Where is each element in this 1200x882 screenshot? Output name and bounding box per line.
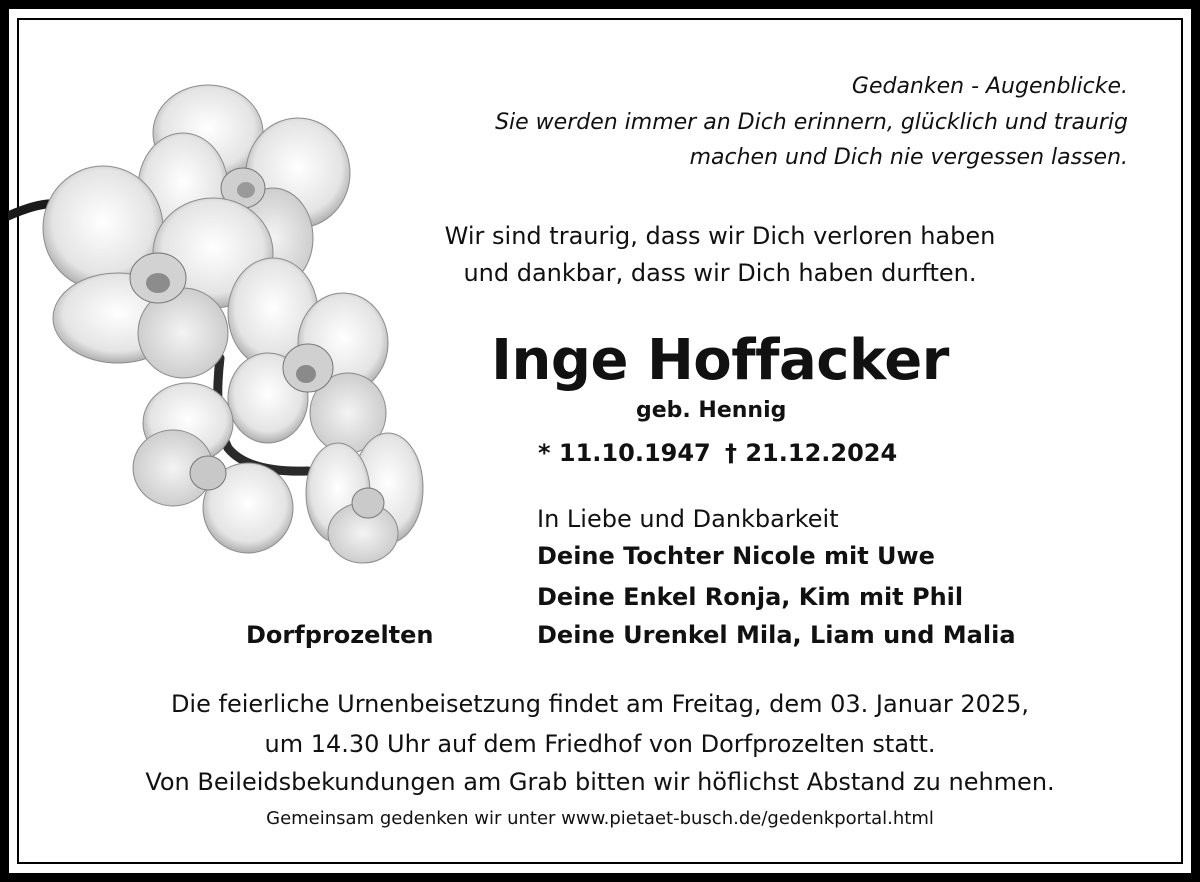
mourner-line-1: Deine Tochter Nicole mit Uwe — [537, 542, 935, 570]
mourner-line-3: Deine Urenkel Mila, Liam und Malia — [537, 621, 1016, 649]
orchid-flower-3 — [228, 258, 388, 453]
birth-date: * 11.10.1947 — [538, 439, 711, 467]
maiden-name: geb. Hennig — [636, 398, 787, 423]
ceremony-line-3: Von Beileidsbekundungen am Grab bitten wir höflichst Abstand zu nehmen. — [145, 768, 1055, 796]
place-name: Dorfprozelten — [246, 621, 434, 649]
deceased-name: Inge Hoffacker — [491, 328, 949, 393]
death-date: † 21.12.2024 — [725, 439, 898, 467]
ceremony-line-2: um 14.30 Uhr auf dem Friedhof von Dorfprozelten statt. — [264, 730, 936, 758]
motto-line-2: Sie werden immer an Dich erinnern, glücklich und traurig — [495, 110, 1128, 135]
intro-line-2: und dankbar, dass wir Dich haben durften. — [463, 259, 977, 287]
motto-line-1: Gedanken - Augenblicke. — [851, 74, 1128, 99]
mourner-line-2: Deine Enkel Ronja, Kim mit Phil — [537, 583, 964, 611]
memorial-link[interactable]: Gemeinsam gedenken wir unter www.pietaet-busch.de/gedenkportal.html — [266, 808, 934, 829]
ceremony-line-1: Die feierliche Urnenbeisetzung findet am Freitag, dem 03. Januar 2025, — [170, 690, 1030, 718]
mourners-intro: In Liebe und Dankbarkeit — [537, 505, 839, 533]
orchid-flower-5 — [306, 433, 423, 563]
orchid-image — [8, 78, 428, 568]
intro-line-1: Wir sind traurig, dass wir Dich verloren haben — [444, 222, 996, 250]
motto-line-3: machen und Dich nie vergessen lassen. — [689, 145, 1128, 170]
